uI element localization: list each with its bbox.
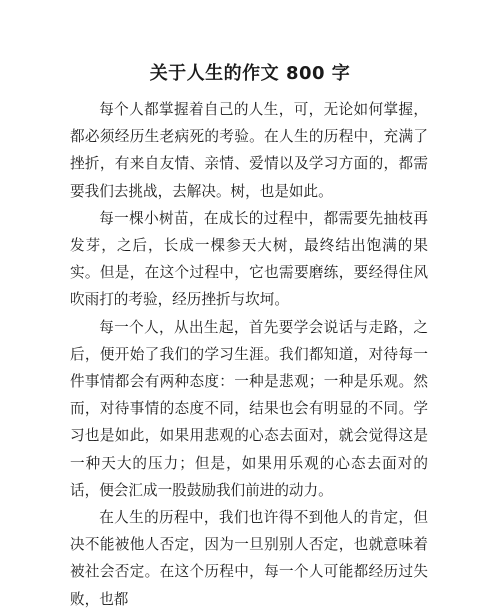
- paragraph-2: 每一棵小树苗，在成长的过程中，都需要先抽枝再发芽，之后，长成一棵参天大树，最终结出饱满的果实。但是，在这个过程中，它也需要磨练，要经得住风吹雨打的考验，经历挫折与坎坷。: [70, 209, 428, 309]
- document-title: 关于人生的作文 800 字: [149, 63, 351, 84]
- paragraph-4: 在人生的历程中，我们也许得不到他人的肯定，但决不能被他人否定，因为一旦别别人否定，也就意味着被社会否定。在这个历程中，每一个人可能都经历过失败，也都: [70, 509, 428, 608]
- paragraph-3: 每一个人，从出生起，首先要学会说话与走路，之后，便开始了我们的学习生涯。我们都知道，对待每一件事情都会有两种态度：一种是悲观；一种是乐观。然而，对待事情的态度不同，结果也会有明显的不同。学习也是如此，如果用悲观的心态去面对，就会觉得这是一种天大的压力；但是，如果用乐观的心态去面对的话，便会汇成一股鼓励我们前进的动力。: [70, 318, 428, 499]
- paragraph-1: 每个人都掌握着自己的人生，可，无论如何掌握，都必须经历生老病死的考验。在人生的历程中，充满了挫折，有来自友情、亲情、爱情以及学习方面的，都需要我们去挑战，去解决。树，也是如此。: [70, 101, 428, 200]
- document-body: [70, 96, 428, 613]
